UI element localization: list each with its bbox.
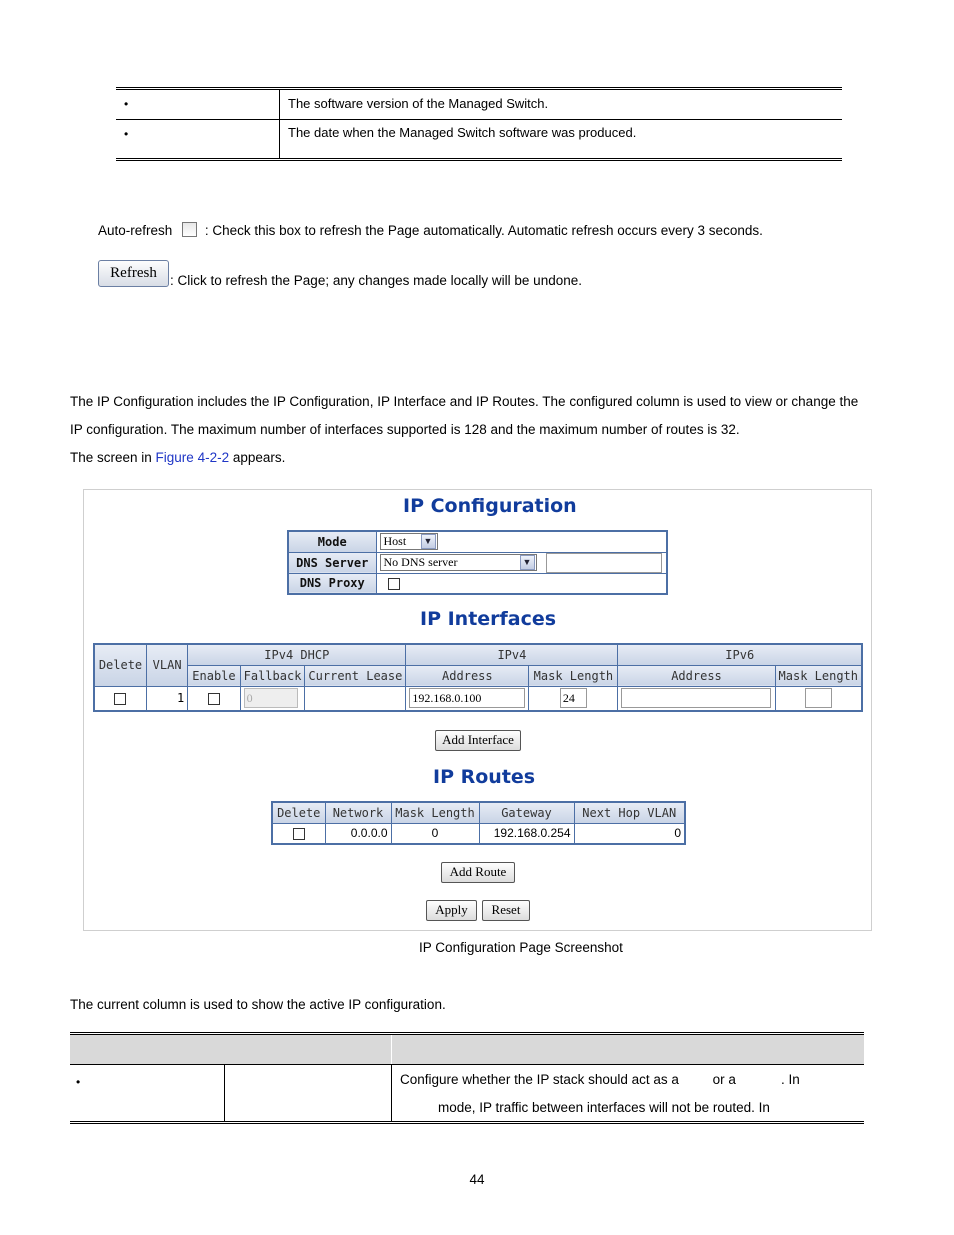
ip-interfaces-table [93,643,863,712]
intro-text: The screen in [70,450,156,465]
ip-interfaces-title: IP Interfaces [420,608,557,630]
delete-cell [94,686,146,711]
intro-line-1: The IP Configuration includes the IP Configuration, IP Interface and IP Routes. The configured column is used to view or change the [70,394,859,409]
fallback-input[interactable]: 0 [244,688,298,708]
chevron-down-icon: ▼ [520,555,535,570]
col-delete: Delete [272,802,325,823]
description-cell [392,1065,864,1121]
current-column-text: The current column is used to show the active IP configuration. [70,997,446,1012]
figure-link[interactable]: Figure 4-2-2 [155,450,230,465]
info-table [116,87,842,161]
auto-refresh-line [98,222,763,238]
col-mask-length: Mask Length [391,802,479,823]
row-description: The software version of the Managed Switch. [288,96,549,111]
col-network: Network [325,802,391,823]
table-row [94,686,862,711]
col-fallback: Fallback [240,665,305,686]
ip-routes-title: IP Routes [433,766,536,788]
dns-server-value: No DNS server [383,555,458,569]
col-gateway: Gateway [479,802,574,823]
col-mask-length6: Mask Length [775,665,862,686]
ipv4-mask-input[interactable]: 24 [560,688,587,708]
mask-length-cell: 0 [391,823,479,844]
dns-server-cell [376,552,667,573]
auto-refresh-checkbox[interactable] [182,222,197,237]
ip-routes-table [271,801,686,845]
row-description: The date when the Managed Switch software was produced. [288,125,637,140]
dns-server-select[interactable] [380,554,537,571]
dns-proxy-checkbox[interactable] [388,578,400,590]
mode-select[interactable] [380,533,438,550]
dns-proxy-cell [376,573,667,594]
description-table [70,1032,864,1124]
delete-checkbox[interactable] [293,828,305,840]
col-ipv6: IPv6 [618,644,862,665]
intro-line-2: IP configuration. The maximum number of interfaces supported is 128 and the maximum number of routes is 32. [70,422,740,437]
col-vlan: VLAN [146,644,187,686]
delete-checkbox[interactable] [114,693,126,705]
table-row [272,823,685,844]
mode-value: Host [383,534,407,549]
header-cell [70,1035,392,1064]
dns-server-label: DNS Server [288,552,376,573]
current-lease-cell [305,686,406,711]
ipv6-address-input[interactable] [621,688,771,708]
auto-refresh-text: : Check this box to refresh the Page automatically. Automatic refresh occurs every 3 seconds. [204,223,763,238]
ipv6-mask-cell [775,686,862,711]
refresh-button[interactable]: Refresh [98,260,169,287]
col-current-lease: Current Lease [305,665,406,686]
page-number: 44 [469,1172,485,1187]
table-row [70,1065,864,1121]
mode-label: Mode [288,531,376,552]
reset-button[interactable]: Reset [482,900,530,921]
bullet: • [70,1065,225,1121]
col-next-hop-vlan: Next Hop VLAN [574,802,685,823]
apply-button[interactable]: Apply [426,900,477,921]
dhcp-enable-checkbox[interactable] [208,693,220,705]
refresh-text: : Click to refresh the Page; any changes made locally will be undone. [170,273,582,288]
bullet: • [116,120,280,158]
auto-refresh-label: Auto-refresh [98,223,173,238]
add-interface-button[interactable]: Add Interface [435,730,521,751]
ipv4-mask-cell [529,686,618,711]
bullet: • [116,90,280,119]
dns-proxy-label: DNS Proxy [288,573,376,594]
chevron-down-icon: ▼ [421,534,436,549]
table-header [70,1035,864,1065]
description-line-2: mode, IP traffic between interfaces will not be routed. In [438,1100,770,1115]
ipv4-address-input[interactable]: 192.168.0.100 [409,688,525,708]
figure-caption: IP Configuration Page Screenshot [419,940,623,955]
ip-config-title: IP Configuration [403,495,577,517]
next-hop-vlan-cell: 0 [574,823,685,844]
col-ipv4: IPv4 [406,644,618,665]
col-delete: Delete [94,644,146,686]
gateway-cell: 192.168.0.254 [479,823,574,844]
screenshot-frame [83,489,872,931]
table-row [116,90,842,120]
empty-cell [225,1065,392,1121]
col-mask-length: Mask Length [529,665,618,686]
add-route-button[interactable]: Add Route [441,862,515,883]
delete-cell [272,823,325,844]
col-ipv4-dhcp: IPv4 DHCP [188,644,406,665]
col-enable: Enable [188,665,240,686]
network-cell: 0.0.0.0 [325,823,391,844]
intro-line-3 [70,450,285,465]
col-address: Address [406,665,529,686]
mode-cell [376,531,667,552]
vlan-cell: 1 [146,686,187,711]
intro-text: appears. [229,450,286,465]
ip-config-table [287,530,668,595]
ipv6-mask-input[interactable] [805,688,832,708]
enable-cell [188,686,240,711]
ipv6-address-cell [618,686,775,711]
fallback-cell [240,686,305,711]
ipv4-address-cell [406,686,529,711]
dns-server-input[interactable] [546,553,662,573]
description-line-1: Configure whether the IP stack should act as a or a . In [400,1072,800,1087]
col-address6: Address [618,665,775,686]
table-row [116,120,842,158]
